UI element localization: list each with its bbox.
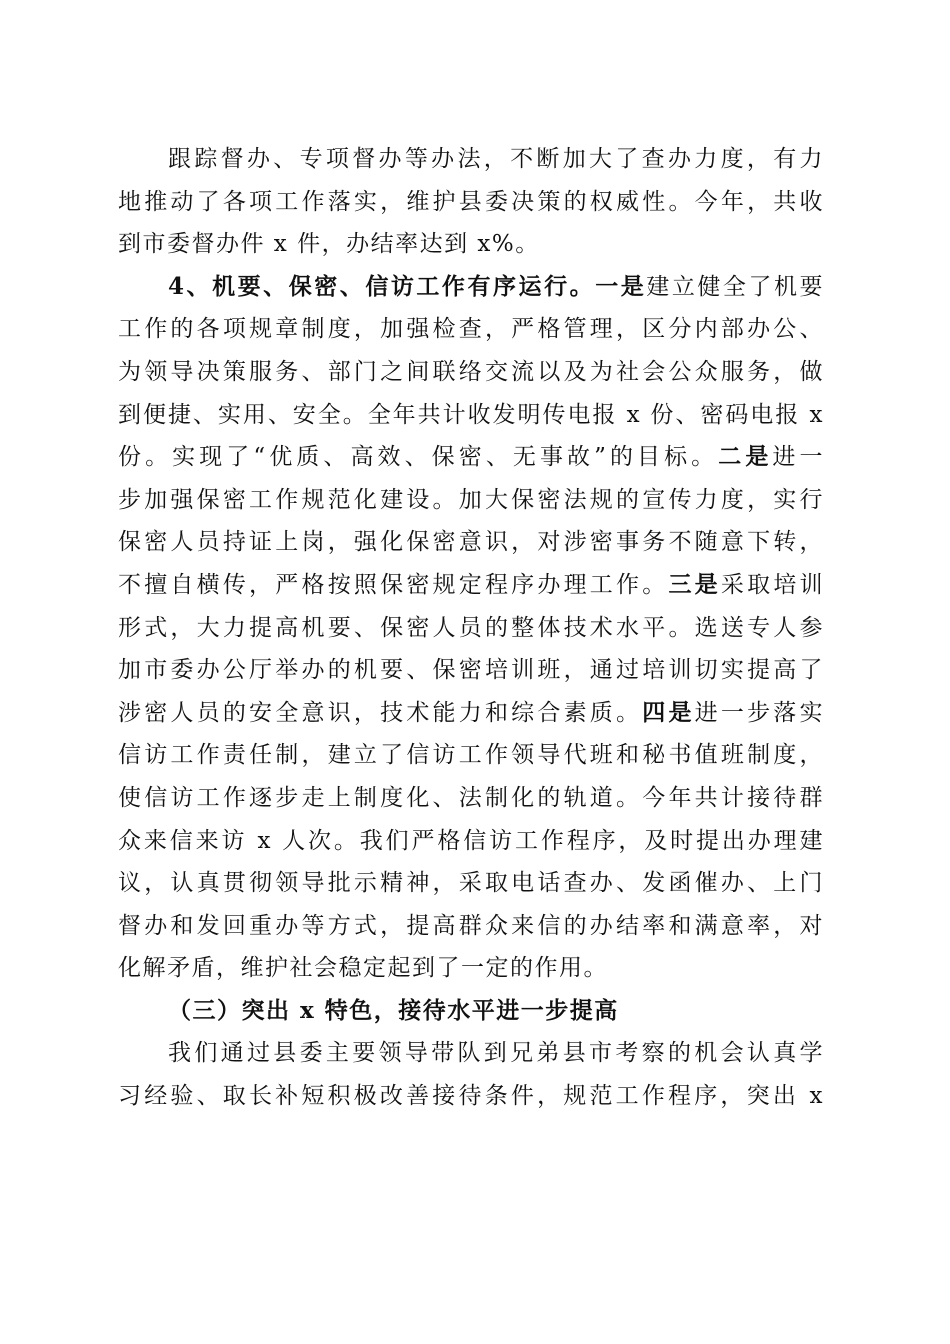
paragraph-2-line-11: [118, 692, 824, 735]
paragraph-2-line-10: 加市委办公厅举办的机要、保密培训班，通过培训切实提高了: [118, 657, 824, 684]
paragraph-2-line-9: 形式，大力提高机要、保密人员的整体技术水平。选送专人参: [118, 614, 824, 641]
point-marker-4: 四是: [642, 698, 695, 726]
paragraph-2-line-7: 保密人员持证上岗，强化保密意识，对涉密事务不随意下转，: [118, 529, 824, 556]
document-body: [118, 138, 824, 1118]
paragraph-2-line-8-text: 不擅自横传，严格按照保密规定程序办理工作。: [118, 571, 669, 598]
paragraph-2-line-1-text: 建立健全了机要: [646, 273, 825, 300]
paragraph-3-line-2: 习经验、取长补短积极改善接待条件，规范工作程序，突出 x: [118, 1083, 824, 1110]
paragraph-1-line-1: 跟踪督办、专项督办等办法，不断加大了查办力度，有力: [168, 146, 824, 172]
paragraph-2-line-8-tail: 采取培训: [720, 571, 825, 598]
paragraph-2-line-12: 信访工作责任制，建立了信访工作领导代班和秘书值班制度，: [118, 742, 824, 769]
paragraph-2-line-13: 使信访工作逐步走上制度化、法制化的轨道。今年共计接待群: [118, 784, 824, 811]
paragraph-2-line-16: 督办和发回重办等方式，提高群众来信的办结率和满意率，对: [118, 912, 824, 939]
paragraph-2-line-14: 众来信来访 x 人次。我们严格信访工作程序，及时提出办理建: [118, 827, 824, 854]
paragraph-2-line-5: [118, 436, 824, 479]
paragraph-3-line-1: 我们通过县委主要领导带队到兄弟县市考察的机会认真学: [168, 1040, 824, 1067]
section-3-heading: （三）突出 x 特色，接待水平进一步提高: [168, 996, 619, 1024]
point-marker-3: 三是: [668, 570, 721, 598]
paragraph-2-line-15: 议，认真贯彻领导批示精神，采取电话查办、发函催办、上门: [118, 870, 824, 897]
section-4-heading: 4、机要、保密、信访工作有序运行。: [168, 272, 596, 300]
paragraph-2-line-1: [118, 266, 824, 309]
point-marker-2: 二是: [718, 443, 773, 471]
paragraph-2-line-3: 为领导决策服务、部门之间联络交流以及为社会公众服务，做: [118, 358, 824, 385]
paragraph-1-line-2: 地推动了各项工作落实，维护县委决策的权威性。今年，共收: [118, 188, 824, 215]
paragraph-2-line-4: 到便捷、实用、安全。全年共计收发明传电报 x 份、密码电报 x: [118, 401, 824, 428]
paragraph-2-line-2: 工作的各项规章制度，加强检查，严格管理，区分内部办公、: [118, 316, 824, 343]
paragraph-2-line-6: 步加强保密工作规范化建设。加大保密法规的宣传力度，实行: [118, 486, 824, 513]
paragraph-2-line-5-text: 份。实现了“优质、高效、保密、无事故”的目标。: [118, 444, 719, 471]
paragraph-2-line-5-tail: 进一: [772, 444, 824, 471]
paragraph-2-line-8: [118, 564, 824, 607]
paragraph-2-line-17: 化解矛盾，维护社会稳定起到了一定的作用。: [118, 955, 608, 982]
paragraph-1-line-3: 到市委督办件 x 件，办结率达到 x%。: [118, 231, 540, 258]
point-marker-1: 一是: [595, 272, 647, 300]
paragraph-2-line-11-text: 涉密人员的安全意识，技术能力和综合素质。: [118, 699, 643, 726]
paragraph-2-line-11-tail: 进一步落实: [694, 699, 825, 726]
